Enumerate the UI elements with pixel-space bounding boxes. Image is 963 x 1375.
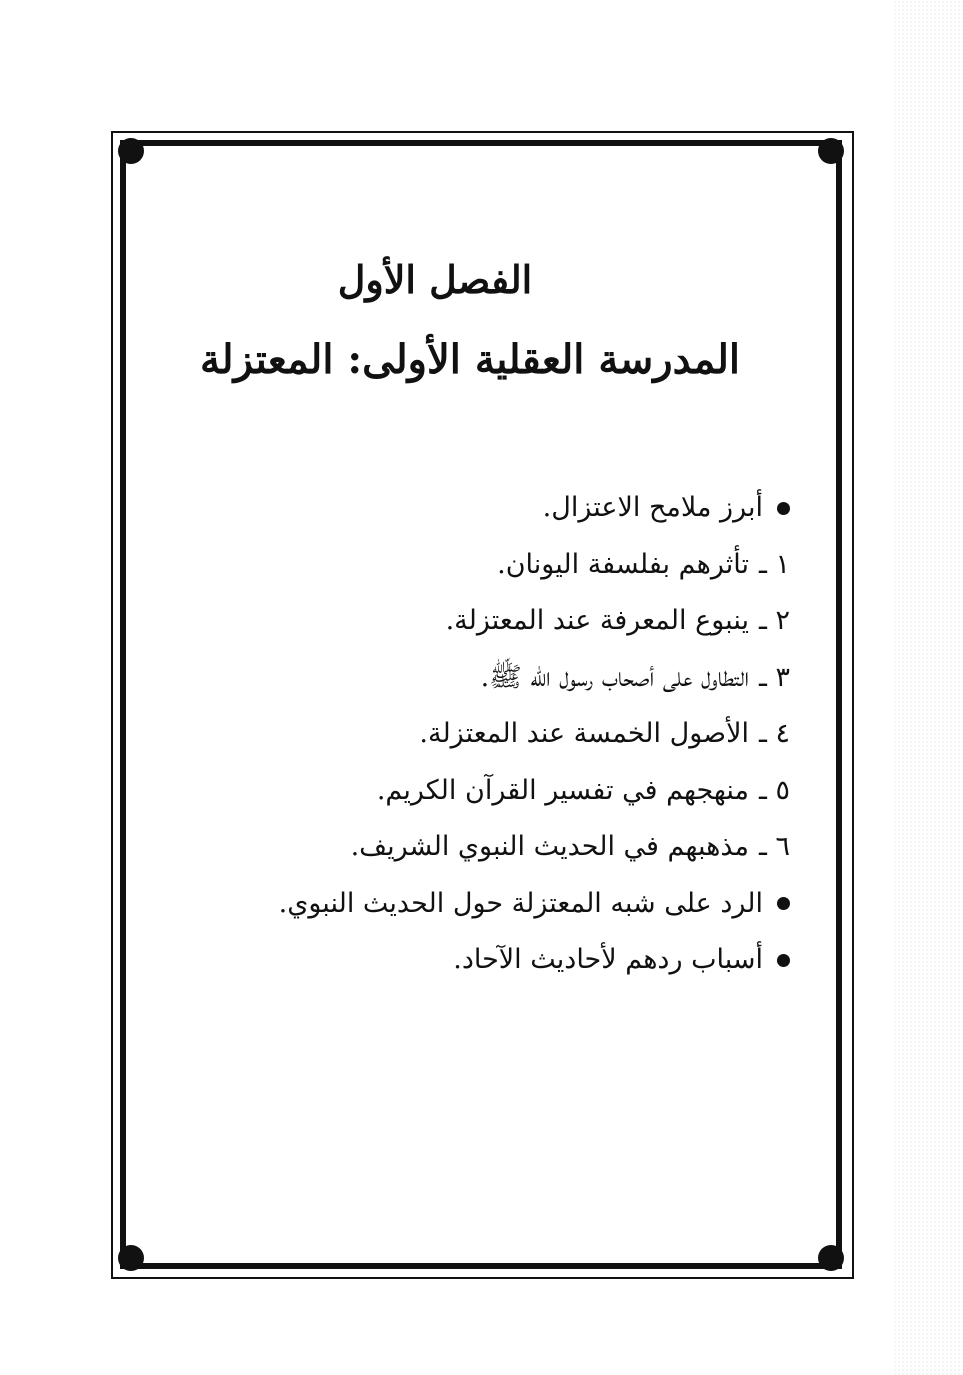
list-item (180, 593, 790, 650)
frame-corner-ornament (118, 138, 144, 164)
list-item-text: الرد على شبه المعتزلة حول الحديث النبوي. (278, 887, 763, 919)
chapter-subtitle: المدرسة العقلية الأولى: المعتزلة (199, 336, 741, 383)
frame-corner-ornament (118, 1245, 144, 1271)
list-item-number: ١ ـ (758, 548, 790, 580)
list-item-text: الأصول الخمسة عند المعتزلة. (419, 718, 749, 750)
frame-corner-ornament (818, 1245, 844, 1271)
list-item-text: منهجهم في تفسير القرآن الكريم. (376, 774, 749, 806)
list-item-text: مذهبهم في الحديث النبوي الشريف. (350, 831, 749, 863)
list-item-text: أبرز ملامح الاعتزال. (542, 492, 763, 524)
list-item (180, 876, 790, 933)
list-item-number: ٥ ـ (758, 774, 790, 806)
list-item (180, 932, 790, 989)
list-item (180, 537, 790, 594)
bullet-icon (777, 502, 790, 515)
list-item (180, 819, 790, 876)
list-item (180, 650, 790, 707)
bullet-icon (777, 897, 790, 910)
scan-edge-texture (893, 0, 963, 1375)
list-item-number: ٢ ـ (758, 605, 790, 637)
list-item (180, 763, 790, 820)
list-item-text: أسباب ردهم لأحاديث الآحاد. (453, 944, 763, 976)
bullet-icon (777, 954, 790, 967)
list-item-number: ٤ ـ (758, 718, 790, 750)
list-item-text: التطاول على أصحاب رسول الله ﷺ. (480, 661, 749, 693)
frame-corner-ornament (818, 138, 844, 164)
list-item-text: تأثرهم بفلسفة اليونان. (497, 548, 749, 580)
list-item-number: ٣ ـ (758, 661, 790, 693)
list-item-number: ٦ ـ (758, 831, 790, 863)
list-item (180, 706, 790, 763)
list-item-text: ينبوع المعرفة عند المعتزلة. (445, 605, 749, 637)
chapter-title: الفصل الأول (337, 257, 533, 302)
list-item (180, 480, 790, 537)
chapter-topics-list (180, 480, 800, 989)
chapter-content (180, 250, 800, 989)
